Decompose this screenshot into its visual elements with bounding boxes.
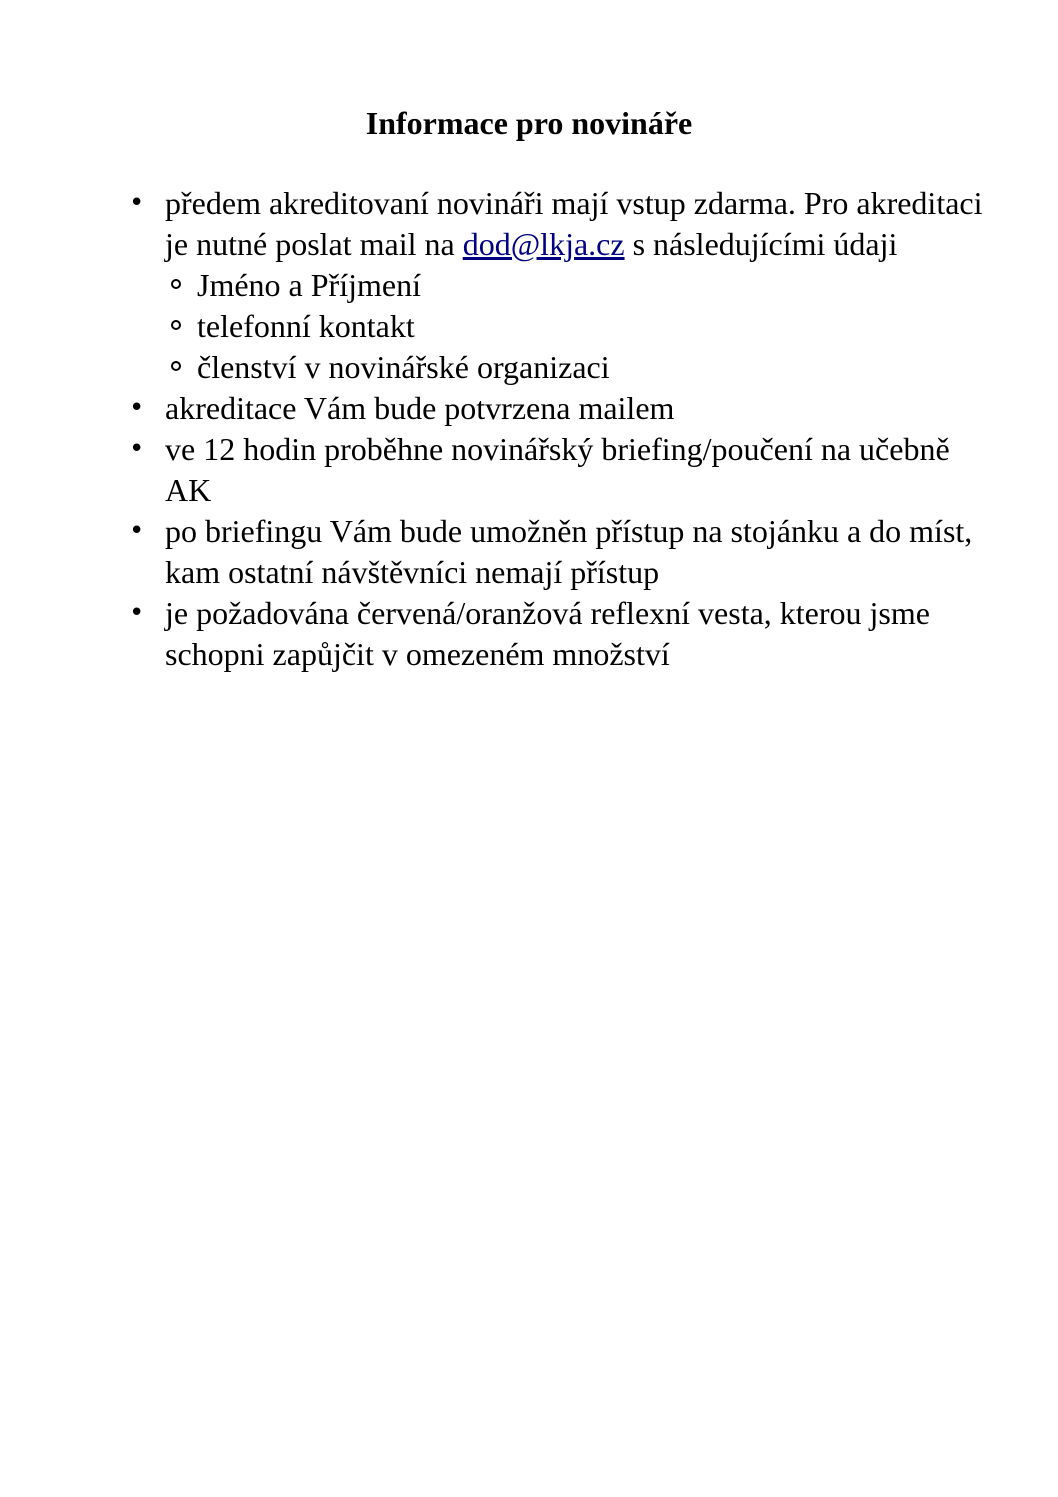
circle-bullet-icon	[171, 320, 181, 330]
bullet-icon: •	[129, 598, 145, 628]
sub-list-item-text: členství v novinářské organizaci	[197, 349, 610, 385]
list-item-text: s následujícími údaji	[624, 226, 898, 262]
info-list	[126, 183, 986, 675]
list-item-text: ve 12 hodin proběhne novinářský briefing/poučení na učebně AK	[165, 431, 950, 508]
circle-bullet-icon	[171, 361, 181, 371]
list-item-text: po briefingu Vám bude umožněn přístup na stojánku a do míst, kam ostatní návštěvníci nemají přístup	[165, 513, 973, 590]
list-item-text: je požadována červená/oranžová reflexní vesta, kterou jsme schopni zapůjčit v omezeném množství	[165, 595, 930, 672]
sub-list-item-text: telefonní kontakt	[197, 308, 415, 344]
sub-list-item-text: Jméno a Příjmení	[197, 267, 421, 303]
sub-list-item	[165, 347, 986, 388]
list-item	[126, 511, 986, 593]
circle-bullet-icon	[171, 279, 181, 289]
email-link[interactable]: dod@lkja.cz	[462, 226, 625, 262]
sub-list-item	[165, 265, 986, 306]
document-body	[126, 183, 986, 675]
list-item	[126, 388, 986, 429]
bullet-icon: •	[129, 516, 145, 546]
sub-list-item	[165, 306, 986, 347]
document-title: Informace pro novináře	[365, 105, 693, 141]
list-item	[126, 429, 986, 511]
list-item	[126, 593, 986, 675]
list-item	[126, 183, 986, 388]
list-item-text: akreditace Vám bude potvrzena mailem	[165, 390, 675, 426]
list-item-text: předem akreditovaní novináři mají vstup zdarma. Pro akreditaci je nutné poslat mail na	[165, 185, 983, 262]
bullet-icon: •	[129, 434, 145, 464]
bullet-icon: •	[129, 393, 145, 423]
required-details-list	[165, 265, 986, 388]
bullet-icon: •	[129, 188, 145, 218]
